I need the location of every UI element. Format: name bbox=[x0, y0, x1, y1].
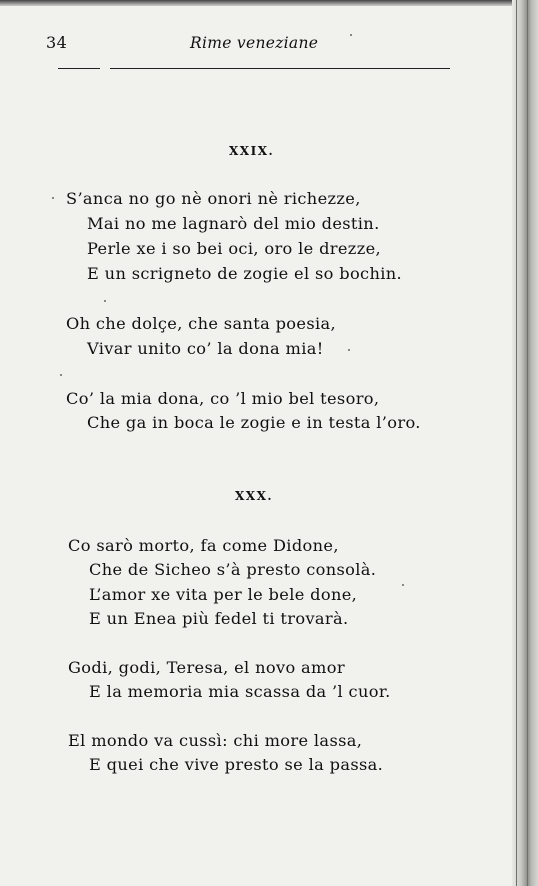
verse-line: E un Enea più fedel ti trovarà. bbox=[89, 609, 349, 628]
verse-line: Godi, godi, Teresa, el novo amor bbox=[68, 658, 345, 677]
poem-title-xxx: XXX. bbox=[235, 489, 274, 503]
verse-line: E la memoria mia scassa da ’l cuor. bbox=[89, 682, 391, 701]
verse-line: Che ga in boca le zogie e in testa l’oro. bbox=[87, 413, 421, 432]
scan-speck bbox=[52, 197, 54, 199]
verse-line: Vivar unito co’ la dona mia! bbox=[87, 339, 324, 358]
header-rule bbox=[110, 68, 450, 69]
running-title: Rime veneziane bbox=[190, 34, 319, 52]
page-number: 34 bbox=[46, 33, 68, 52]
verse-line: E un scrigneto de zogie el so bochin. bbox=[87, 264, 403, 283]
scan-speck bbox=[350, 34, 352, 36]
scan-speck bbox=[104, 300, 106, 302]
scan-speck bbox=[402, 584, 404, 586]
page-edge-line bbox=[516, 0, 517, 886]
page-edge-line bbox=[527, 0, 528, 886]
verse-line: S’anca no go nè onori nè richezze, bbox=[66, 189, 361, 208]
poem-title-xxix: XXIX. bbox=[229, 144, 275, 158]
verse-line: L’amor xe vita per le bele done, bbox=[89, 585, 358, 604]
scan-speck bbox=[348, 349, 350, 351]
header-rule bbox=[58, 68, 100, 69]
verse-line: Che de Sicheo s’à presto consolà. bbox=[89, 560, 377, 579]
verse-line: Mai no me lagnarò del mio destin. bbox=[87, 214, 380, 233]
verse-line: Co sarò morto, fa come Didone, bbox=[68, 536, 339, 555]
verse-line: Co’ la mia dona, co ’l mio bel tesoro, bbox=[66, 389, 380, 408]
verse-line: El mondo va cussì: chi more lassa, bbox=[68, 731, 363, 750]
page-binding-shadow bbox=[512, 0, 538, 886]
verse-line: E quei che vive presto se la passa. bbox=[89, 755, 384, 774]
verse-line: Oh che dolçe, che santa poesia, bbox=[66, 314, 336, 333]
verse-line: Perle xe i so bei oci, oro le drezze, bbox=[87, 239, 381, 258]
scan-speck bbox=[60, 374, 62, 376]
scan-top-edge bbox=[0, 0, 538, 6]
page-header bbox=[46, 33, 466, 59]
